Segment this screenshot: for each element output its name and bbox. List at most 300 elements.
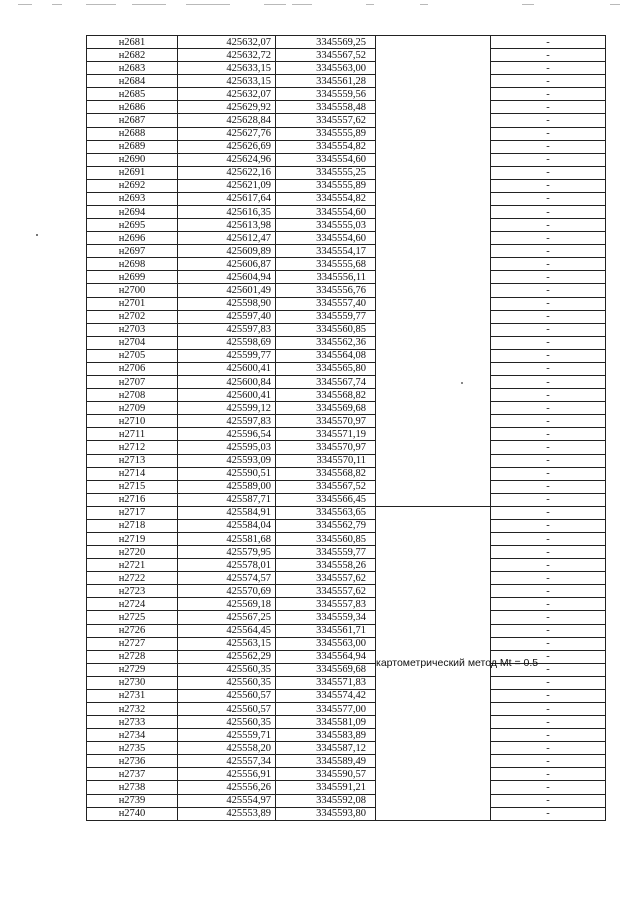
table-row: [87, 454, 606, 467]
coordinates-table-body: [87, 36, 606, 821]
y-coordinate-cell: 3345560,85: [276, 532, 376, 545]
point-number-cell: н2719: [87, 532, 178, 545]
y-coordinate-cell: 3345555,03: [276, 219, 376, 232]
table-row: [87, 755, 606, 768]
accuracy-cell: -: [491, 192, 606, 205]
accuracy-cell: -: [491, 271, 606, 284]
table-row: [87, 546, 606, 559]
accuracy-cell: -: [491, 781, 606, 794]
x-coordinate-cell: 425622,16: [178, 166, 276, 179]
x-coordinate-cell: 425584,91: [178, 506, 276, 519]
y-coordinate-cell: 3345558,48: [276, 101, 376, 114]
x-coordinate-cell: 425632,07: [178, 36, 276, 49]
x-coordinate-cell: 425600,41: [178, 362, 276, 375]
point-number-cell: н2715: [87, 480, 178, 493]
table-row: [87, 75, 606, 88]
accuracy-cell: -: [491, 75, 606, 88]
y-coordinate-cell: 3345562,36: [276, 336, 376, 349]
table-row: [87, 519, 606, 532]
point-number-cell: н2733: [87, 716, 178, 729]
x-coordinate-cell: 425599,12: [178, 402, 276, 415]
table-row: [87, 284, 606, 297]
point-number-cell: н2681: [87, 36, 178, 49]
table-row: [87, 153, 606, 166]
table-row: [87, 166, 606, 179]
point-number-cell: н2693: [87, 192, 178, 205]
y-coordinate-cell: 3345571,19: [276, 428, 376, 441]
y-coordinate-cell: 3345564,08: [276, 349, 376, 362]
x-coordinate-cell: 425560,35: [178, 716, 276, 729]
y-coordinate-cell: 3345583,89: [276, 729, 376, 742]
point-number-cell: н2726: [87, 624, 178, 637]
accuracy-cell: -: [491, 36, 606, 49]
accuracy-cell: -: [491, 506, 606, 519]
table-row: [87, 506, 606, 519]
y-coordinate-cell: 3345564,94: [276, 650, 376, 663]
accuracy-cell: -: [491, 559, 606, 572]
table-row: [87, 807, 606, 820]
x-coordinate-cell: 425554,97: [178, 794, 276, 807]
y-coordinate-cell: 3345592,08: [276, 794, 376, 807]
y-coordinate-cell: 3345558,26: [276, 559, 376, 572]
x-coordinate-cell: 425560,35: [178, 676, 276, 689]
table-row: [87, 232, 606, 245]
accuracy-cell: -: [491, 637, 606, 650]
accuracy-cell: -: [491, 362, 606, 375]
table-row: [87, 258, 606, 271]
table-row: [87, 689, 606, 702]
x-coordinate-cell: 425632,72: [178, 49, 276, 62]
y-coordinate-cell: 3345568,82: [276, 389, 376, 402]
y-coordinate-cell: 3345567,52: [276, 480, 376, 493]
y-coordinate-cell: 3345559,56: [276, 88, 376, 101]
x-coordinate-cell: 425574,57: [178, 572, 276, 585]
x-coordinate-cell: 425604,94: [178, 271, 276, 284]
x-coordinate-cell: 425598,90: [178, 297, 276, 310]
point-number-cell: н2685: [87, 88, 178, 101]
table-row: [87, 140, 606, 153]
accuracy-cell: -: [491, 519, 606, 532]
y-coordinate-cell: 3345555,25: [276, 166, 376, 179]
point-number-cell: н2687: [87, 114, 178, 127]
table-row: [87, 219, 606, 232]
table-row: [87, 336, 606, 349]
accuracy-cell: -: [491, 572, 606, 585]
point-number-cell: н2731: [87, 689, 178, 702]
y-coordinate-cell: 3345555,89: [276, 127, 376, 140]
x-coordinate-cell: 425569,18: [178, 598, 276, 611]
accuracy-cell: -: [491, 114, 606, 127]
y-coordinate-cell: 3345570,11: [276, 454, 376, 467]
x-coordinate-cell: 425598,69: [178, 336, 276, 349]
table-row: [87, 467, 606, 480]
table-row: [87, 36, 606, 49]
point-number-cell: н2701: [87, 297, 178, 310]
point-number-cell: н2718: [87, 519, 178, 532]
y-coordinate-cell: 3345577,00: [276, 702, 376, 715]
x-coordinate-cell: 425597,83: [178, 415, 276, 428]
blank-merged-cell: [376, 36, 491, 507]
x-coordinate-cell: 425562,29: [178, 650, 276, 663]
point-number-cell: н2706: [87, 362, 178, 375]
accuracy-cell: -: [491, 663, 606, 676]
x-coordinate-cell: 425601,49: [178, 284, 276, 297]
point-number-cell: н2709: [87, 402, 178, 415]
y-coordinate-cell: 3345554,60: [276, 153, 376, 166]
table-row: [87, 493, 606, 506]
y-coordinate-cell: 3345565,80: [276, 362, 376, 375]
x-coordinate-cell: 425559,71: [178, 729, 276, 742]
table-row: [87, 114, 606, 127]
point-number-cell: н2729: [87, 663, 178, 676]
accuracy-cell: -: [491, 219, 606, 232]
accuracy-cell: -: [491, 323, 606, 336]
point-number-cell: н2705: [87, 349, 178, 362]
accuracy-cell: -: [491, 389, 606, 402]
point-number-cell: н2692: [87, 179, 178, 192]
x-coordinate-cell: 425609,89: [178, 245, 276, 258]
accuracy-cell: -: [491, 428, 606, 441]
y-coordinate-cell: 3345569,68: [276, 402, 376, 415]
accuracy-cell: -: [491, 62, 606, 75]
x-coordinate-cell: 425599,77: [178, 349, 276, 362]
point-number-cell: н2712: [87, 441, 178, 454]
accuracy-cell: -: [491, 297, 606, 310]
method-note-cell: картометрический метод Mt = 0.5: [376, 506, 491, 820]
x-coordinate-cell: 425564,45: [178, 624, 276, 637]
accuracy-cell: -: [491, 88, 606, 101]
table-row: [87, 62, 606, 75]
x-coordinate-cell: 425612,47: [178, 232, 276, 245]
point-number-cell: н2688: [87, 127, 178, 140]
table-row: [87, 585, 606, 598]
table-row: [87, 794, 606, 807]
y-coordinate-cell: 3345563,00: [276, 637, 376, 650]
accuracy-cell: -: [491, 598, 606, 611]
x-coordinate-cell: 425570,69: [178, 585, 276, 598]
table-row: [87, 624, 606, 637]
point-number-cell: н2721: [87, 559, 178, 572]
point-number-cell: н2686: [87, 101, 178, 114]
accuracy-cell: -: [491, 807, 606, 820]
accuracy-cell: -: [491, 611, 606, 624]
point-number-cell: н2711: [87, 428, 178, 441]
table-row: [87, 206, 606, 219]
scan-speck: [36, 234, 38, 236]
accuracy-cell: -: [491, 702, 606, 715]
table-row: [87, 415, 606, 428]
accuracy-cell: -: [491, 650, 606, 663]
y-coordinate-cell: 3345590,57: [276, 768, 376, 781]
y-coordinate-cell: 3345570,97: [276, 441, 376, 454]
y-coordinate-cell: 3345554,82: [276, 140, 376, 153]
x-coordinate-cell: 425556,26: [178, 781, 276, 794]
y-coordinate-cell: 3345559,77: [276, 310, 376, 323]
accuracy-cell: -: [491, 206, 606, 219]
y-coordinate-cell: 3345557,62: [276, 572, 376, 585]
y-coordinate-cell: 3345555,89: [276, 179, 376, 192]
accuracy-cell: -: [491, 546, 606, 559]
x-coordinate-cell: 425557,34: [178, 755, 276, 768]
x-coordinate-cell: 425633,15: [178, 75, 276, 88]
x-coordinate-cell: 425584,04: [178, 519, 276, 532]
x-coordinate-cell: 425553,89: [178, 807, 276, 820]
accuracy-cell: -: [491, 49, 606, 62]
point-number-cell: н2714: [87, 467, 178, 480]
accuracy-cell: -: [491, 467, 606, 480]
x-coordinate-cell: 425558,20: [178, 742, 276, 755]
y-coordinate-cell: 3345557,62: [276, 114, 376, 127]
point-number-cell: н2734: [87, 729, 178, 742]
y-coordinate-cell: 3345569,25: [276, 36, 376, 49]
x-coordinate-cell: 425597,40: [178, 310, 276, 323]
x-coordinate-cell: 425560,35: [178, 663, 276, 676]
point-number-cell: н2682: [87, 49, 178, 62]
x-coordinate-cell: 425606,87: [178, 258, 276, 271]
table-row: [87, 323, 606, 336]
y-coordinate-cell: 3345587,12: [276, 742, 376, 755]
x-coordinate-cell: 425560,57: [178, 689, 276, 702]
scan-header-artifacts: [0, 0, 640, 14]
x-coordinate-cell: 425590,51: [178, 467, 276, 480]
accuracy-cell: -: [491, 755, 606, 768]
table-row: [87, 179, 606, 192]
point-number-cell: н2691: [87, 166, 178, 179]
accuracy-cell: -: [491, 493, 606, 506]
point-number-cell: н2700: [87, 284, 178, 297]
point-number-cell: н2738: [87, 781, 178, 794]
point-number-cell: н2684: [87, 75, 178, 88]
x-coordinate-cell: 425578,01: [178, 559, 276, 572]
table-row: [87, 127, 606, 140]
table-row: [87, 389, 606, 402]
table-row: [87, 729, 606, 742]
table-row: [87, 637, 606, 650]
y-coordinate-cell: 3345567,52: [276, 49, 376, 62]
x-coordinate-cell: 425633,15: [178, 62, 276, 75]
accuracy-cell: -: [491, 454, 606, 467]
y-coordinate-cell: 3345557,62: [276, 585, 376, 598]
y-coordinate-cell: 3345591,21: [276, 781, 376, 794]
point-number-cell: н2716: [87, 493, 178, 506]
y-coordinate-cell: 3345559,34: [276, 611, 376, 624]
point-number-cell: н2689: [87, 140, 178, 153]
table-row: [87, 297, 606, 310]
table-row: [87, 781, 606, 794]
accuracy-cell: -: [491, 349, 606, 362]
accuracy-cell: -: [491, 716, 606, 729]
accuracy-cell: -: [491, 376, 606, 389]
table-row: [87, 49, 606, 62]
accuracy-cell: -: [491, 153, 606, 166]
y-coordinate-cell: 3345556,11: [276, 271, 376, 284]
x-coordinate-cell: 425579,95: [178, 546, 276, 559]
y-coordinate-cell: 3345557,83: [276, 598, 376, 611]
table-row: [87, 271, 606, 284]
point-number-cell: н2732: [87, 702, 178, 715]
y-coordinate-cell: 3345581,09: [276, 716, 376, 729]
accuracy-cell: -: [491, 232, 606, 245]
point-number-cell: н2727: [87, 637, 178, 650]
point-number-cell: н2697: [87, 245, 178, 258]
point-number-cell: н2725: [87, 611, 178, 624]
table-row: [87, 428, 606, 441]
table-row: [87, 362, 606, 375]
accuracy-cell: -: [491, 140, 606, 153]
table-row: [87, 716, 606, 729]
x-coordinate-cell: 425596,54: [178, 428, 276, 441]
x-coordinate-cell: 425627,76: [178, 127, 276, 140]
y-coordinate-cell: 3345554,17: [276, 245, 376, 258]
point-number-cell: н2699: [87, 271, 178, 284]
accuracy-cell: -: [491, 101, 606, 114]
point-number-cell: н2690: [87, 153, 178, 166]
point-number-cell: н2713: [87, 454, 178, 467]
x-coordinate-cell: 425589,00: [178, 480, 276, 493]
accuracy-cell: -: [491, 166, 606, 179]
point-number-cell: н2696: [87, 232, 178, 245]
accuracy-cell: -: [491, 480, 606, 493]
x-coordinate-cell: 425556,91: [178, 768, 276, 781]
y-coordinate-cell: 3345561,28: [276, 75, 376, 88]
x-coordinate-cell: 425626,69: [178, 140, 276, 153]
point-number-cell: н2703: [87, 323, 178, 336]
x-coordinate-cell: 425597,83: [178, 323, 276, 336]
x-coordinate-cell: 425581,68: [178, 532, 276, 545]
y-coordinate-cell: 3345554,60: [276, 232, 376, 245]
accuracy-cell: -: [491, 415, 606, 428]
accuracy-cell: -: [491, 336, 606, 349]
y-coordinate-cell: 3345555,68: [276, 258, 376, 271]
y-coordinate-cell: 3345574,42: [276, 689, 376, 702]
table-row: [87, 742, 606, 755]
point-number-cell: н2739: [87, 794, 178, 807]
accuracy-cell: -: [491, 768, 606, 781]
accuracy-cell: -: [491, 245, 606, 258]
y-coordinate-cell: 3345554,82: [276, 192, 376, 205]
x-coordinate-cell: 425595,03: [178, 441, 276, 454]
point-number-cell: н2707: [87, 376, 178, 389]
accuracy-cell: -: [491, 624, 606, 637]
point-number-cell: н2694: [87, 206, 178, 219]
accuracy-cell: -: [491, 127, 606, 140]
y-coordinate-cell: 3345563,00: [276, 62, 376, 75]
table-row: [87, 310, 606, 323]
accuracy-cell: -: [491, 179, 606, 192]
accuracy-cell: -: [491, 441, 606, 454]
x-coordinate-cell: 425600,84: [178, 376, 276, 389]
accuracy-cell: -: [491, 742, 606, 755]
table-row: [87, 349, 606, 362]
point-number-cell: н2720: [87, 546, 178, 559]
table-row: [87, 559, 606, 572]
point-number-cell: н2702: [87, 310, 178, 323]
x-coordinate-cell: 425628,84: [178, 114, 276, 127]
y-coordinate-cell: 3345559,77: [276, 546, 376, 559]
table-row: [87, 441, 606, 454]
table-row: [87, 376, 606, 389]
table-row: [87, 402, 606, 415]
accuracy-cell: -: [491, 585, 606, 598]
table-row: [87, 88, 606, 101]
y-coordinate-cell: 3345557,40: [276, 297, 376, 310]
accuracy-cell: -: [491, 729, 606, 742]
x-coordinate-cell: 425613,98: [178, 219, 276, 232]
point-number-cell: н2730: [87, 676, 178, 689]
point-number-cell: н2735: [87, 742, 178, 755]
y-coordinate-cell: 3345570,97: [276, 415, 376, 428]
y-coordinate-cell: 3345569,68: [276, 663, 376, 676]
table-row: [87, 611, 606, 624]
x-coordinate-cell: 425629,92: [178, 101, 276, 114]
x-coordinate-cell: 425563,15: [178, 637, 276, 650]
x-coordinate-cell: 425587,71: [178, 493, 276, 506]
point-number-cell: н2708: [87, 389, 178, 402]
table-row: [87, 572, 606, 585]
x-coordinate-cell: 425616,35: [178, 206, 276, 219]
point-number-cell: н2698: [87, 258, 178, 271]
point-number-cell: н2683: [87, 62, 178, 75]
table-row: [87, 101, 606, 114]
x-coordinate-cell: 425600,41: [178, 389, 276, 402]
y-coordinate-cell: 3345568,82: [276, 467, 376, 480]
table-row: [87, 245, 606, 258]
y-coordinate-cell: 3345563,65: [276, 506, 376, 519]
point-number-cell: н2710: [87, 415, 178, 428]
accuracy-cell: -: [491, 310, 606, 323]
table-row: [87, 532, 606, 545]
x-coordinate-cell: 425632,07: [178, 88, 276, 101]
y-coordinate-cell: 3345566,45: [276, 493, 376, 506]
table-row: [87, 702, 606, 715]
y-coordinate-cell: 3345556,76: [276, 284, 376, 297]
y-coordinate-cell: 3345554,60: [276, 206, 376, 219]
point-number-cell: н2704: [87, 336, 178, 349]
table-row: [87, 676, 606, 689]
point-number-cell: н2695: [87, 219, 178, 232]
coordinates-table: [86, 35, 606, 821]
y-coordinate-cell: 3345589,49: [276, 755, 376, 768]
point-number-cell: н2740: [87, 807, 178, 820]
point-number-cell: н2723: [87, 585, 178, 598]
accuracy-cell: -: [491, 402, 606, 415]
point-number-cell: н2737: [87, 768, 178, 781]
table-row: [87, 192, 606, 205]
point-number-cell: н2717: [87, 506, 178, 519]
table-row: [87, 768, 606, 781]
y-coordinate-cell: 3345561,71: [276, 624, 376, 637]
accuracy-cell: -: [491, 794, 606, 807]
point-number-cell: н2722: [87, 572, 178, 585]
point-number-cell: н2728: [87, 650, 178, 663]
y-coordinate-cell: 3345562,79: [276, 519, 376, 532]
y-coordinate-cell: 3345571,83: [276, 676, 376, 689]
x-coordinate-cell: 425560,57: [178, 702, 276, 715]
y-coordinate-cell: 3345567,74: [276, 376, 376, 389]
table-row: [87, 480, 606, 493]
table-row: [87, 598, 606, 611]
point-number-cell: н2724: [87, 598, 178, 611]
x-coordinate-cell: 425567,25: [178, 611, 276, 624]
accuracy-cell: -: [491, 284, 606, 297]
x-coordinate-cell: 425593,09: [178, 454, 276, 467]
accuracy-cell: -: [491, 258, 606, 271]
x-coordinate-cell: 425621,09: [178, 179, 276, 192]
accuracy-cell: -: [491, 689, 606, 702]
x-coordinate-cell: 425617,64: [178, 192, 276, 205]
point-number-cell: н2736: [87, 755, 178, 768]
y-coordinate-cell: 3345560,85: [276, 323, 376, 336]
